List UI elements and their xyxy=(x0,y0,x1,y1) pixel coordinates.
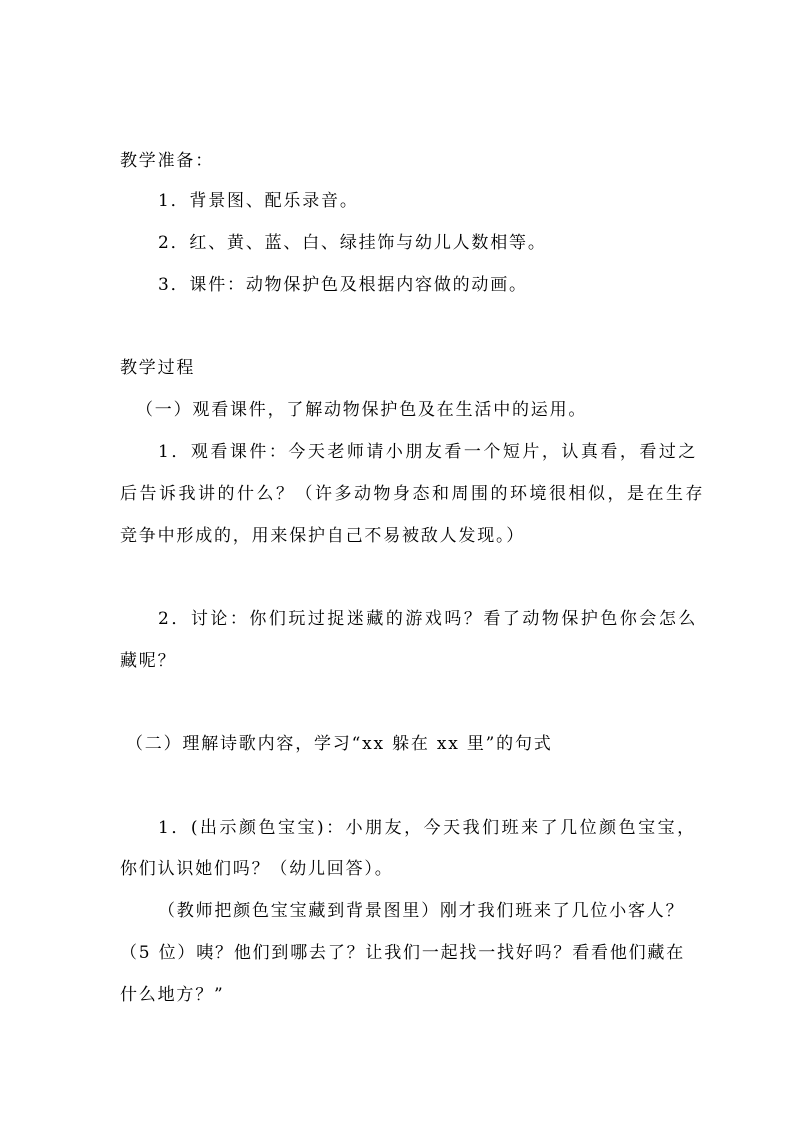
section-1-title: （一）观看课件，了解动物保护色及在生活中的运用。 xyxy=(136,400,588,420)
prep-item-2: 2．红、黄、蓝、白、绿挂饰与幼儿人数相等。 xyxy=(158,233,547,253)
section-2-p2-line-2: （5 位）咦？他们到哪去了？让我们一起找一找好吗？看看他们藏在 xyxy=(120,943,686,963)
section-2-title: （二）理解诗歌内容，学习“xx 躲在 xx 里”的句式 xyxy=(126,734,553,754)
process-heading: 教学过程 xyxy=(120,358,196,378)
section-2-p1-line-1: 1．(出示颜色宝宝)：小朋友，今天我们班来了几位颜色宝宝， xyxy=(158,818,697,838)
section-2-p2-line-1: （教师把颜色宝宝藏到背景图里）刚才我们班来了几位小客人？ xyxy=(158,901,685,921)
section-2-p2-line-3: 什么地方？” xyxy=(120,985,225,1005)
section-1-p1-line-1: 1．观看课件：今天老师请小朋友看一个短片，认真看，看过之 xyxy=(158,442,698,462)
prep-heading: 教学准备： xyxy=(120,151,214,171)
prep-item-3: 3．课件：动物保护色及根据内容做的动画。 xyxy=(158,275,528,295)
section-1-p1-line-2: 后告诉我讲的什么？（许多动物身态和周围的环境很相似，是在生存 xyxy=(120,484,705,504)
prep-item-1: 1．背景图、配乐录音。 xyxy=(158,191,359,211)
section-1-p2-line-1: 2．讨论：你们玩过捉迷藏的游戏吗？看了动物保护色你会怎么 xyxy=(158,609,698,629)
section-1-p1-line-3: 竞争中形成的，用来保护自己不易被敌人发现。） xyxy=(120,526,526,546)
section-1-p2-line-2: 藏呢？ xyxy=(120,651,177,671)
section-2-p1-line-2: 你们认识她们吗？（幼儿回答）。 xyxy=(120,859,394,879)
